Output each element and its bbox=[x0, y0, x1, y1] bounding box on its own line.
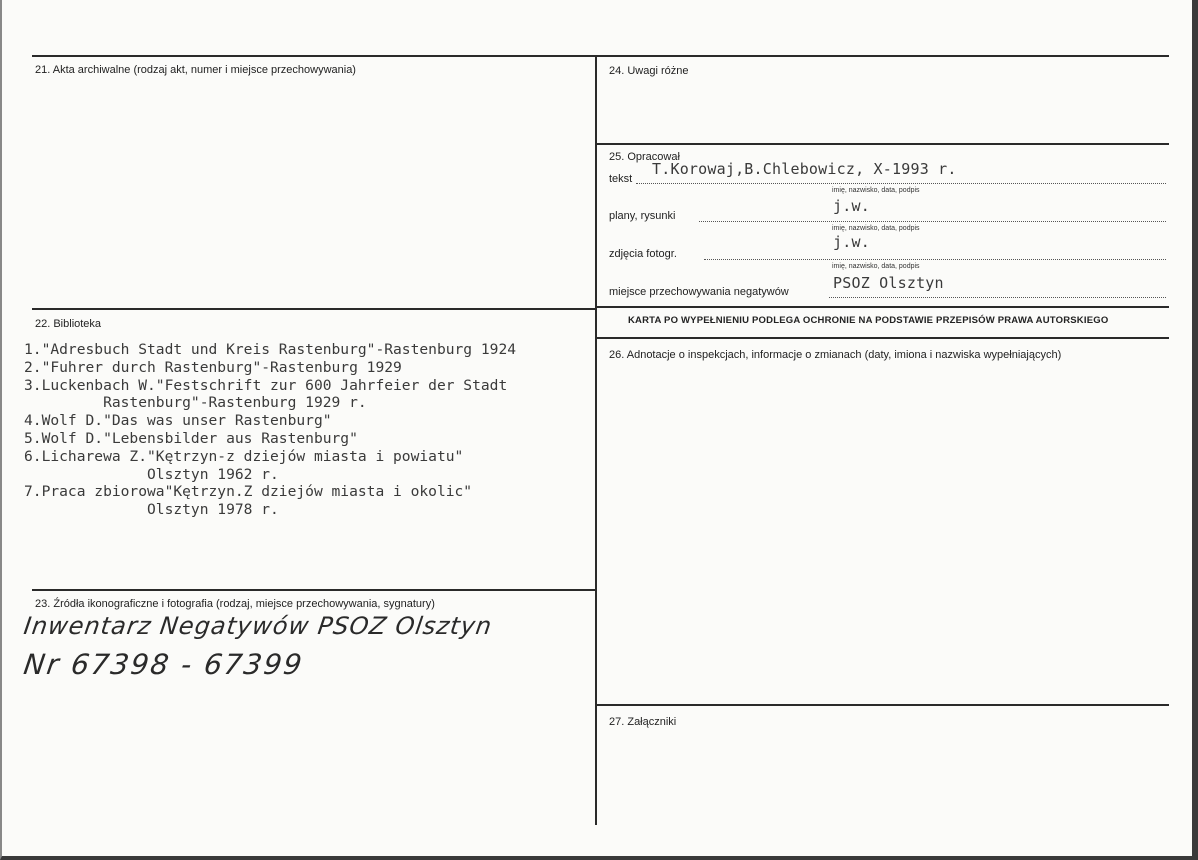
bibliography-entry: Olsztyn 1978 r. bbox=[24, 501, 279, 519]
rule-left-22 bbox=[32, 308, 596, 310]
bibliography-entry: 3.Luckenbach W."Festschrift zur 600 Jahrfeier der Stadt bbox=[24, 376, 508, 394]
bibliography-entry: 5.Wolf D."Lebensbilder aus Rastenburg" bbox=[24, 429, 358, 447]
center-divider bbox=[595, 55, 597, 825]
bibliography-entry: Olsztyn 1962 r. bbox=[24, 465, 279, 483]
negatywy-value: PSOZ Olsztyn bbox=[833, 274, 944, 292]
bibliography-entry: 1."Adresbuch Stadt und Kreis Rastenburg"-Rastenburg 1924 bbox=[24, 341, 517, 358]
section-23-label: 23. Źródła ikonograficzne i fotografia (rodzaj, miejsce przechowywania, sygnatury) bbox=[35, 598, 435, 610]
bibliography-entry: 2."Fuhrer durch Rastenburg"-Rastenburg 1929 bbox=[24, 358, 402, 376]
copyright-notice: KARTA PO WYPEŁNIENIU PODLEGA OCHRONIE NA PODSTAWIE PRZEPISÓW PRAWA AUTORSKIEGO bbox=[628, 315, 1109, 326]
bibliography-entry: 7.Praca zbiorowa"Kętrzyn.Z dziejów miasta i okolic" bbox=[24, 483, 473, 501]
plany-label: plany, rysunki bbox=[609, 210, 676, 222]
rule-right-notice bbox=[596, 306, 1169, 308]
bibliography-entry: 6.Licharewa Z."Kętrzyn-z dziejów miasta i powiatu" bbox=[24, 447, 464, 465]
tekst-value: T.Korowaj,B.Chlebowicz, X-1993 r. bbox=[652, 160, 957, 178]
rule-left-23 bbox=[32, 589, 596, 591]
tekst-caption: imię, nazwisko, data, podpis bbox=[832, 187, 920, 194]
zdjecia-caption: imię, nazwisko, data, podpis bbox=[832, 263, 920, 270]
section-21-label: 21. Akta archiwalne (rodzaj akt, numer i miejsce przechowywania) bbox=[35, 64, 356, 76]
zdjecia-label: zdjęcia fotogr. bbox=[609, 248, 677, 260]
handwritten-number-line: Nr 67398 - 67399 bbox=[21, 648, 306, 681]
rule-right-27 bbox=[596, 704, 1169, 706]
zdjecia-dotted-line bbox=[704, 259, 1166, 260]
top-rule bbox=[32, 55, 1169, 57]
negatywy-dotted-line bbox=[829, 297, 1166, 298]
tekst-dotted-line bbox=[636, 183, 1166, 184]
tekst-label: tekst bbox=[609, 173, 633, 185]
plany-caption: imię, nazwisko, data, podpis bbox=[832, 225, 920, 232]
plany-value: j.w. bbox=[833, 197, 870, 215]
rule-right-26 bbox=[596, 337, 1169, 339]
handwritten-inventory-line: Inwentarz Negatywów PSOZ Olsztyn bbox=[22, 612, 495, 640]
section-27-label: 27. Załączniki bbox=[609, 716, 677, 728]
plany-dotted-line bbox=[699, 221, 1166, 222]
section-26-label: 26. Adnotacje o inspekcjach, informacje o zmianach (daty, imiona i nazwiska wypełniających) bbox=[609, 349, 1062, 361]
section-25-label: 25. Opracował bbox=[609, 151, 680, 163]
bibliography-entry: 4.Wolf D."Das was unser Rastenburg" bbox=[24, 412, 332, 430]
negatywy-label: miejsce przechowywania negatywów bbox=[609, 286, 789, 298]
section-22-label: 22. Biblioteka bbox=[35, 318, 102, 330]
bibliography-list bbox=[24, 341, 516, 519]
rule-right-25 bbox=[596, 143, 1169, 145]
bibliography-entry: Rastenburg"-Rastenburg 1929 r. bbox=[24, 394, 367, 412]
section-24-label: 24. Uwagi różne bbox=[609, 65, 689, 77]
zdjecia-value: j.w. bbox=[833, 233, 870, 251]
